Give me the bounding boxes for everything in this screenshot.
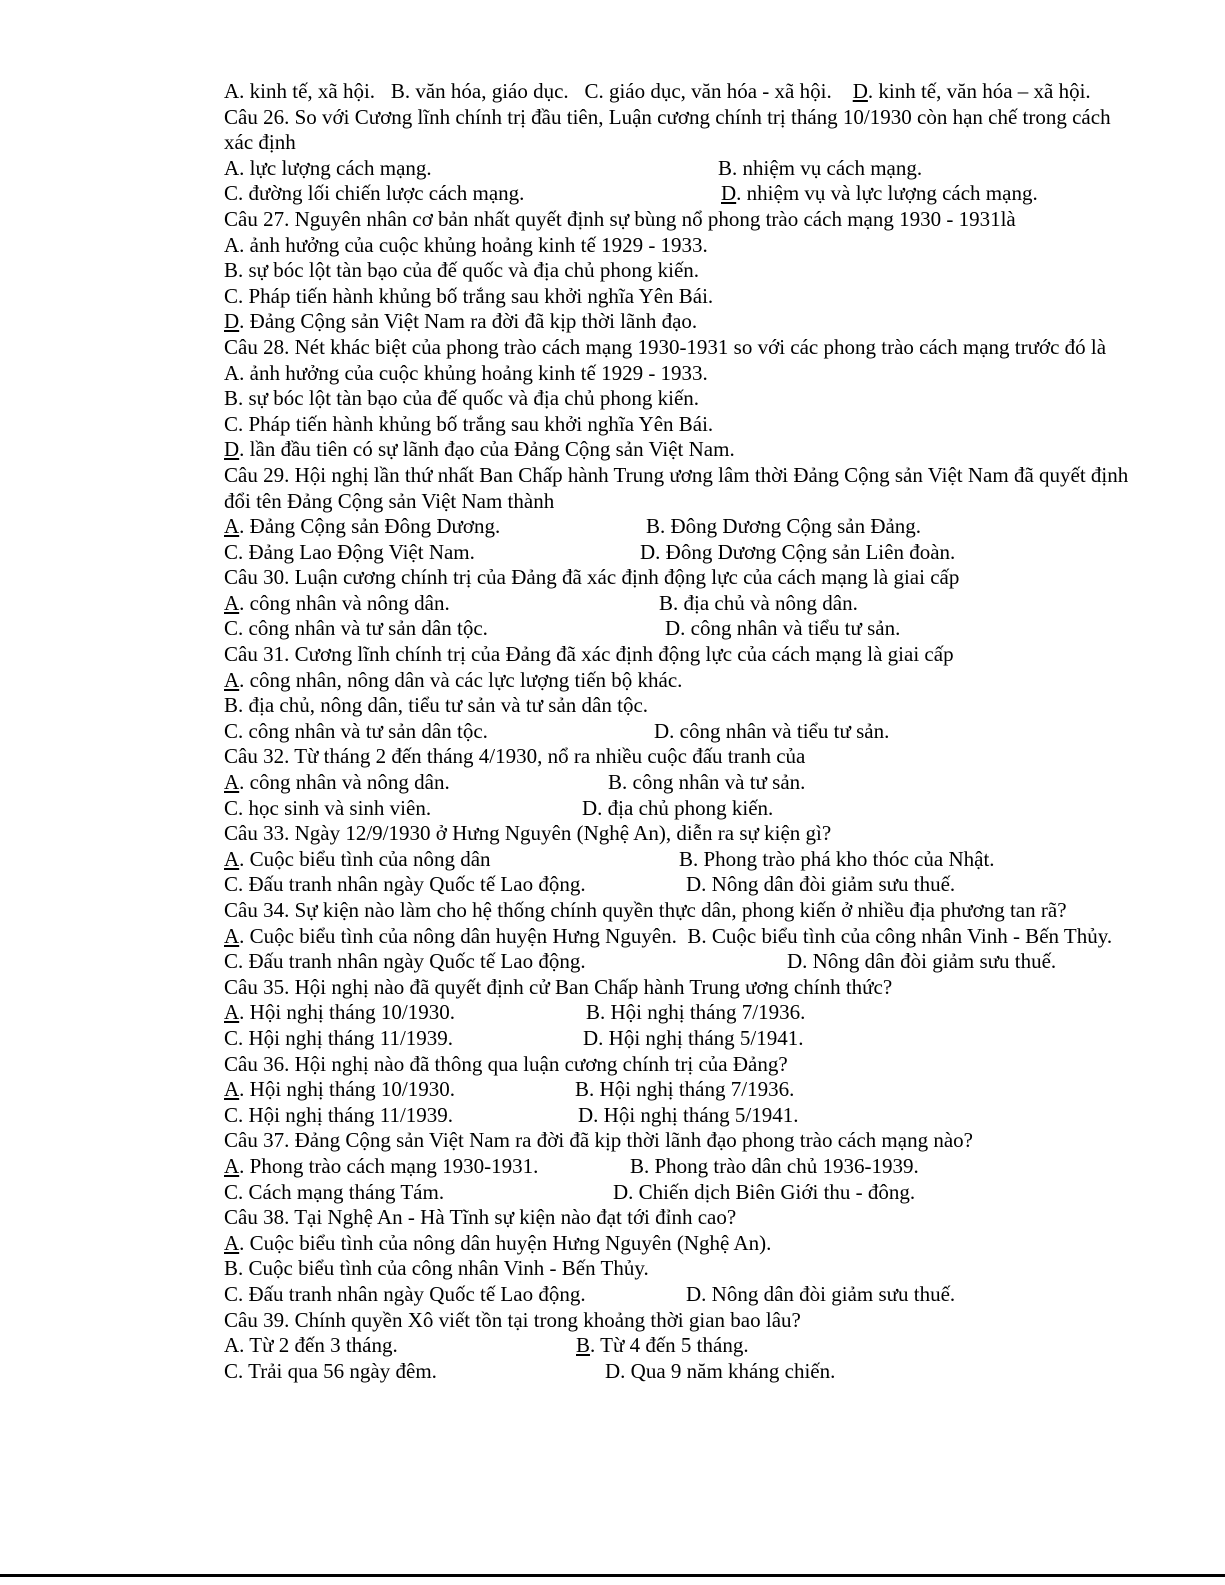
q32-option-a (224, 770, 450, 794)
q37-option-d: D. Chiến dịch Biên Giới thu - đông. (613, 1179, 916, 1204)
q31-stem: Câu 31. Cương lĩnh chính trị của Đảng đã xác định động lực của cách mạng là giai cấp (224, 642, 954, 667)
q34-option-a-text: . Cuộc biểu tình của nông dân huyện Hưng Nguyên. (239, 923, 677, 948)
q26-stem: Câu 26. So với Cương lĩnh chính trị đầu tiên, Luận cương chính trị tháng 10/1930 còn hạn chế trong cách xác định (224, 104, 1111, 155)
q30-row-ab (224, 591, 1129, 617)
q25-option-b: B. văn hóa, giáo dục. (390, 79, 569, 103)
q34-stem: Câu 34. Sự kiện nào làm cho hệ thống chính quyền thực dân, phong kiến ở nhiều địa phương tan rã? (224, 898, 1067, 922)
q27-option-c: C. Pháp tiến hành khủng bố trắng sau khởi nghĩa Yên Bái. (224, 283, 714, 308)
q29-answer-letter: A (224, 514, 240, 539)
q36-answer-letter: A (224, 1077, 240, 1102)
q39-row-cd (224, 1359, 1129, 1385)
q25-options (224, 79, 1129, 105)
q28-answer-letter: D (224, 437, 240, 462)
q30-row-cd (224, 616, 1129, 642)
q33-option-b: B. Phong trào phá kho thóc của Nhật. (679, 846, 995, 871)
q39-answer-letter: B (576, 1333, 591, 1358)
q37-row-cd (224, 1180, 1129, 1206)
q35-stem: Câu 35. Hội nghị nào đã quyết định cử Ban Chấp hành Trung ương chính thức? (224, 974, 893, 999)
q32-option-a-text: . công nhân và nông dân. (239, 770, 450, 795)
q31-row-cd (224, 719, 1129, 745)
q36-row-cd (224, 1103, 1129, 1129)
q35-option-c: C. Hội nghị tháng 11/1939. (224, 1025, 454, 1050)
q33-option-c: C. Đấu tranh nhân ngày Quốc tế Lao động. (224, 872, 586, 897)
q38-option-c: C. Đấu tranh nhân ngày Quốc tế Lao động. (224, 1281, 586, 1306)
q26-option-c: C. đường lối chiến lược cách mạng. (224, 181, 525, 206)
q34-row-ab (224, 924, 1129, 950)
q28-stem: Câu 28. Nét khác biệt của phong trào cách mạng 1930-1931 so với các phong trào cách mạng trước đó là (224, 334, 1107, 359)
q39-option-c: C. Trải qua 56 ngày đêm. (224, 1358, 437, 1383)
q25-option-d (853, 79, 1091, 103)
q31-option-a (224, 668, 1129, 694)
q33-answer-letter: A (224, 846, 240, 871)
q27-option-b: B. sự bóc lột tàn bạo của đế quốc và địa chủ phong kiến. (224, 258, 700, 283)
q37-option-c: C. Cách mạng tháng Tám. (224, 1179, 445, 1204)
q36-option-d: D. Hội nghị tháng 5/1941. (578, 1102, 799, 1127)
q33-stem: Câu 33. Ngày 12/9/1930 ở Hưng Nguyên (Nghệ An), diễn ra sự kiện gì? (224, 821, 832, 846)
q32-row-ab (224, 770, 1129, 796)
q36-option-b: B. Hội nghị tháng 7/1936. (575, 1077, 795, 1102)
q29-option-c: C. Đảng Lao Động Việt Nam. (224, 539, 475, 564)
q28-option-c: C. Pháp tiến hành khủng bố trắng sau khởi nghĩa Yên Bái. (224, 411, 714, 436)
q26-answer-letter: D (721, 181, 737, 206)
q35-answer-letter: A (224, 1000, 240, 1025)
q34-option-a (224, 924, 677, 948)
q36-stem: Câu 36. Hội nghị nào đã thông qua luận cương chính trị của Đảng? (224, 1051, 788, 1076)
document-page (224, 79, 1129, 1384)
q32-row-cd (224, 796, 1129, 822)
q29-option-a (224, 514, 500, 538)
q33-row-ab (224, 847, 1129, 873)
q35-row-ab (224, 1000, 1129, 1026)
q39-option-b-text: . Từ 4 đến 5 tháng. (590, 1333, 749, 1358)
q36-option-a (224, 1077, 455, 1101)
q28-option-a: A. ảnh hưởng của cuộc khủng hoảng kinh tế 1929 - 1933. (224, 360, 708, 385)
q39-option-a: A. Từ 2 đến 3 tháng. (224, 1333, 398, 1358)
q32-stem: Câu 32. Từ tháng 2 đến tháng 4/1930, nổ ra nhiều cuộc đấu tranh của (224, 744, 806, 769)
q34-row-cd (224, 949, 1129, 975)
q37-stem: Câu 37. Đảng Cộng sản Việt Nam ra đời đã kịp thời lãnh đạo phong trào cách mạng nào? (224, 1128, 973, 1153)
q29-option-d: D. Đông Dương Cộng sản Liên đoàn. (640, 539, 956, 564)
q27-option-a: A. ảnh hưởng của cuộc khủng hoảng kinh tế 1929 - 1933. (224, 232, 708, 257)
q38-option-d: D. Nông dân đòi giảm sưu thuế. (686, 1281, 956, 1306)
q29-stem: Câu 29. Hội nghị lần thứ nhất Ban Chấp hành Trung ương lâm thời Đảng Cộng sản Việt Nam đã quyết định đổi tên Đảng Cộng sản Việt Nam thành (224, 462, 1129, 513)
q32-answer-letter: A (224, 770, 240, 795)
q35-option-a-text: . Hội nghị tháng 10/1930. (239, 1000, 455, 1025)
q28-option-b: B. sự bóc lột tàn bạo của đế quốc và địa chủ phong kiến. (224, 386, 700, 411)
q26-option-d (721, 181, 1038, 207)
q26-option-a: A. lực lượng cách mạng. (224, 155, 432, 180)
q34-option-d: D. Nông dân đòi giảm sưu thuế. (787, 949, 1057, 974)
q33-option-a-text: . Cuộc biểu tình của nông dân (239, 846, 491, 871)
q26-option-d-text: . nhiệm vụ và lực lượng cách mạng. (736, 181, 1038, 206)
q36-row-ab (224, 1077, 1129, 1103)
q32-option-d: D. địa chủ phong kiến. (582, 795, 774, 820)
q27-option-d (224, 309, 1129, 335)
q39-stem: Câu 39. Chính quyền Xô viết tồn tại trong khoảng thời gian bao lâu? (224, 1307, 801, 1332)
q32-option-c: C. học sinh và sinh viên. (224, 795, 432, 820)
q37-answer-letter: A (224, 1153, 240, 1178)
q38-option-a-text: . Cuộc biểu tình của nông dân huyện Hưng Nguyên (Nghệ An). (239, 1230, 772, 1255)
q29-row-cd (224, 540, 1129, 566)
q29-option-b: B. Đông Dương Cộng sản Đảng. (646, 514, 922, 539)
q35-row-cd (224, 1026, 1129, 1052)
q36-option-a-text: . Hội nghị tháng 10/1930. (239, 1077, 455, 1102)
q31-answer-letter: A (224, 667, 240, 692)
q31-option-c: C. công nhân và tư sản dân tộc. (224, 718, 488, 743)
q30-stem: Câu 30. Luận cương chính trị của Đảng đã xác định động lực của cách mạng là giai cấp (224, 565, 960, 590)
q26-option-b: B. nhiệm vụ cách mạng. (718, 155, 923, 180)
q30-option-b: B. địa chủ và nông dân. (659, 590, 858, 615)
q39-option-b (576, 1333, 749, 1359)
q27-stem: Câu 27. Nguyên nhân cơ bản nhất quyết định sự bùng nổ phong trào cách mạng 1930 - 1931là (224, 206, 1016, 231)
q27-answer-letter: D (224, 309, 240, 334)
q28-option-d (224, 437, 1129, 463)
q38-answer-letter: A (224, 1230, 240, 1255)
q38-option-b: B. Cuộc biểu tình của công nhân Vinh - Bến Thủy. (224, 1256, 649, 1281)
q38-row-cd (224, 1282, 1129, 1308)
page-bottom-rule (0, 1574, 1225, 1577)
q29-option-a-text: . Đảng Cộng sản Đông Dương. (239, 514, 501, 539)
q30-option-c: C. công nhân và tư sản dân tộc. (224, 616, 488, 641)
q31-option-b: B. địa chủ, nông dân, tiểu tư sản và tư sản dân tộc. (224, 693, 649, 718)
q36-option-c: C. Hội nghị tháng 11/1939. (224, 1102, 454, 1127)
q37-option-b: B. Phong trào dân chủ 1936-1939. (630, 1153, 919, 1178)
q38-stem: Câu 38. Tại Nghệ An - Hà Tĩnh sự kiện nào đạt tới đỉnh cao? (224, 1205, 737, 1230)
q38-option-a (224, 1231, 1129, 1257)
q39-option-d: D. Qua 9 năm kháng chiến. (605, 1358, 836, 1383)
q25-option-c: C. giáo dục, văn hóa - xã hội. (584, 79, 832, 103)
q34-option-b: B. Cuộc biểu tình của công nhân Vinh - Bến Thủy. (687, 923, 1113, 948)
q32-option-b: B. công nhân và tư sản. (608, 770, 806, 795)
q27-option-d-text: . Đảng Cộng sản Việt Nam ra đời đã kịp thời lãnh đạo. (239, 309, 698, 334)
q26-row-cd (224, 181, 1129, 207)
q30-option-a (224, 591, 450, 615)
q37-row-ab (224, 1154, 1129, 1180)
q25-option-d-text: . kinh tế, văn hóa – xã hội. (867, 79, 1091, 103)
q33-option-d: D. Nông dân đòi giảm sưu thuế. (686, 872, 956, 897)
q29-row-ab (224, 514, 1129, 540)
q35-option-a (224, 1000, 455, 1024)
q30-option-d: D. công nhân và tiểu tư sản. (665, 616, 901, 641)
q37-option-a-text: . Phong trào cách mạng 1930-1931. (239, 1153, 539, 1178)
q31-option-a-text: . công nhân, nông dân và các lực lượng tiến bộ khác. (239, 667, 683, 692)
q35-option-d: D. Hội nghị tháng 5/1941. (583, 1025, 804, 1050)
q39-row-ab (224, 1333, 1129, 1359)
q26-row-ab (224, 156, 1129, 182)
q30-answer-letter: A (224, 590, 240, 615)
q34-option-c: C. Đấu tranh nhân ngày Quốc tế Lao động. (224, 949, 586, 974)
q34-answer-letter: A (224, 923, 240, 948)
q33-row-cd (224, 872, 1129, 898)
q25-option-a: A. kinh tế, xã hội. (224, 79, 376, 103)
q33-option-a (224, 847, 491, 871)
q25-answer-letter: D (852, 79, 868, 103)
q28-option-d-text: . lần đầu tiên có sự lãnh đạo của Đảng Cộng sản Việt Nam. (239, 437, 735, 462)
q31-option-d: D. công nhân và tiểu tư sản. (654, 718, 890, 743)
q30-option-a-text: . công nhân và nông dân. (239, 590, 450, 615)
q37-option-a (224, 1154, 538, 1178)
q35-option-b: B. Hội nghị tháng 7/1936. (586, 1000, 806, 1025)
